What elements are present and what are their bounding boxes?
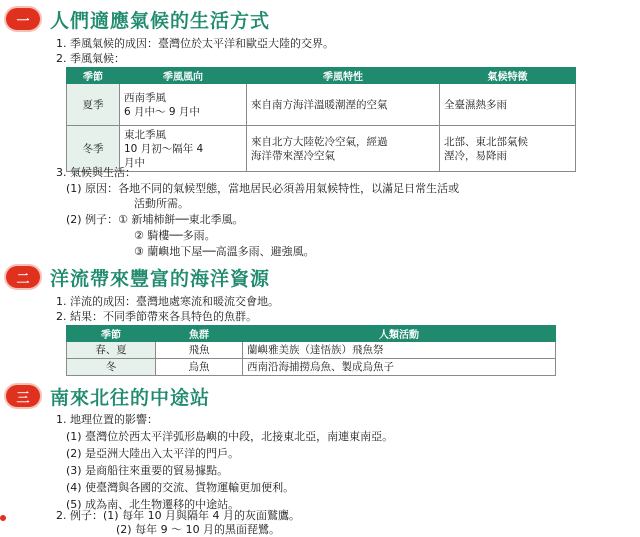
table-header-cell: 人類活動 [243,326,556,342]
table-cell: 來自南方海洋溫暖潮溼的空氣 [247,84,440,126]
monsoon-table [66,67,576,172]
table-cell: 西南季風 6 月中～ 9 月中 [120,84,247,126]
text-line: (2) 每年 9 ～ 10 月的黑面琵鷺。 [116,523,281,536]
table-cell: 西南沿海捕撈烏魚、製成烏魚子 [243,359,556,376]
text-line: 3. 氣候與生活： [56,166,136,179]
table-cell: 春、夏 [67,342,156,359]
text-line: 1. 地理位置的影響： [56,413,158,426]
table-cell: 冬季 [67,126,120,172]
table-cell: 來自北方大陸乾冷空氣，經過 海洋帶來溼冷空氣 [247,126,440,172]
table-header-cell: 季節 [67,68,120,84]
table-header-cell: 季風特性 [247,68,440,84]
table-row [67,342,556,359]
section-title: 洋流帶來豐富的海洋資源 [50,267,271,290]
text-line: ③ 蘭嶼地下屋──高溫多雨、避強風。 [134,245,315,258]
table-cell: 東北季風 10 月初～隔年 4 月中 [120,126,247,172]
section-title: 人們適應氣候的生活方式 [50,9,271,32]
table-header-cell: 魚群 [156,326,243,342]
text-line: (5) 成為南、北生物遷移的中途站。 [66,498,240,511]
table-header-cell: 季風風向 [120,68,247,84]
table-header-cell: 季節 [67,326,156,342]
text-line: 2. 結果：不同季節帶來各具特色的魚群。 [56,310,257,323]
text-line: (2) 例子：① 新埔柿餅──東北季風。 [66,213,244,226]
table-cell: 冬 [67,359,156,376]
text-line: 1. 洋流的成因：臺灣地處寒流和暖流交會地。 [56,295,279,308]
table-header-row [67,68,576,84]
text-line: 2. 例子：(1) 每年 10 月與隔年 4 月的灰面鷲鷹。 [56,509,301,522]
section-3-header [6,383,210,409]
decorative-dot [0,515,6,521]
fish-table [66,325,556,376]
table-header-row [67,326,556,342]
table-header-cell: 氣候特徵 [440,68,576,84]
text-line: (1) 臺灣位於西太平洋弧形島嶼的中段，北接東北亞，南連東南亞。 [66,430,394,443]
table-cell: 全臺濕熱多雨 [440,84,576,126]
text-line: (3) 是商船往來重要的貿易據點。 [66,464,229,477]
table-cell: 北部、東北部氣候 溼冷，易降雨 [440,126,576,172]
table-cell: 飛魚 [156,342,243,359]
section-number-badge: 一 [6,8,40,30]
table-cell: 夏季 [67,84,120,126]
table-row [67,126,576,172]
text-line: ② 騎樓──多雨。 [134,229,216,242]
section-title: 南來北往的中途站 [50,386,211,409]
table-row [67,84,576,126]
section-number-badge: 三 [6,385,40,407]
table-cell: 蘭嶼雅美族（達悟族）飛魚祭 [243,342,556,359]
text-line: (1) 原因：各地不同的氣候型態，當地居民必須善用氣候特性，以滿足日常生活或 [66,182,460,195]
section-2-header [6,264,270,290]
text-line: (4) 使臺灣與各國的交流、貨物運輸更加便利。 [66,481,295,494]
table-row [67,359,556,376]
text-line: 1. 季風氣候的成因：臺灣位於太平洋和歐亞大陸的交界。 [56,37,334,50]
section-1-header [6,6,270,32]
table-cell: 烏魚 [156,359,243,376]
section-number-badge: 二 [6,266,40,288]
text-line: (2) 是亞洲大陸出入太平洋的門戶。 [66,447,240,460]
text-line: 2. 季風氣候： [56,52,125,65]
text-line: 活動所需。 [134,197,189,210]
